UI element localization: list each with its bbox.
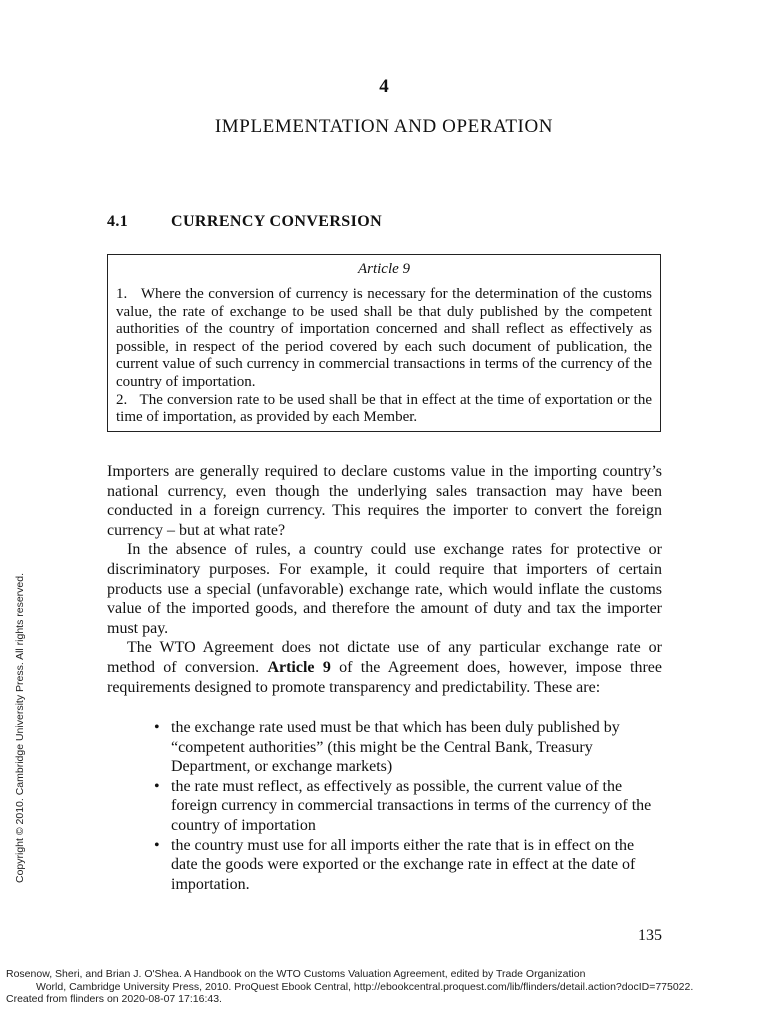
list-item-text: the rate must reflect, as effectively as possible, the current value of the foreign currency in commercial transactions in terms of the currency of the country of importation xyxy=(171,777,652,834)
citation-line-3: Created from flinders on 2020-08-07 17:16:43. xyxy=(6,993,222,1005)
requirements-list xyxy=(152,718,663,894)
section-title: CURRENCY CONVERSION xyxy=(171,213,383,230)
citation-footer xyxy=(6,968,766,1006)
body-paragraph-2: In the absence of rules, a country could use exchange rates for protective or discriminatory purposes. For example, it could require that importers of certain products use a special (unfavorable) exchange rate, which would inflate the customs value of the imported goods, and therefore the amount of duty and tax the importer must pay. xyxy=(107,541,662,637)
article-box xyxy=(107,254,661,432)
body-paragraph-3-tail: of the Agreement does, however, impose three requirements designed to promote transparency and predictability. These are: xyxy=(107,658,662,696)
list-item-text: the country must use for all imports either the rate that is in effect on the date the goods were exported or the exchange rate in effect at the date of importation. xyxy=(171,836,636,893)
article-title: Article 9 xyxy=(357,261,411,277)
body-paragraph-3 xyxy=(107,638,662,697)
list-item xyxy=(152,836,663,895)
list-item-text: the exchange rate used must be that which has been duly published by “competent authorities” (this might be the Central Bank, Treasury Department, or exchange markets) xyxy=(171,719,620,776)
article-9-reference: Article 9 xyxy=(267,658,331,676)
section-number: 4.1 xyxy=(107,213,129,230)
section-heading xyxy=(107,213,382,231)
chapter-number: 4 xyxy=(379,76,389,97)
body-paragraph-1: Importers are generally required to declare customs value in the importing country’s national currency, even though the underlying sales transaction may have been conducted in a foreign currency. This requires the importer to convert the foreign currency – but at what rate? xyxy=(107,463,662,539)
list-item xyxy=(152,777,663,836)
bullet-icon: • xyxy=(154,836,160,854)
citation-line-1: Rosenow, Sheri, and Brian J. O'Shea. A Handbook on the WTO Customs Valuation Agreement, edited by Trade Organization xyxy=(6,968,586,980)
side-copyright: Copyright © 2010. Cambridge University Press. All rights reserved. xyxy=(14,572,26,883)
article-paragraph-2: 2. The conversion rate to be used shall be that in effect at the time of exportation or the time of importation, as provided by each Member. xyxy=(116,391,652,426)
list-item xyxy=(152,718,663,777)
bullet-icon: • xyxy=(154,719,160,736)
body-paragraph-3-lead: The WTO Agreement does not dictate use of any particular exchange rate or method of conversion. xyxy=(107,639,662,676)
body-text xyxy=(107,462,662,697)
article-paragraph-1: 1. Where the conversion of currency is necessary for the determination of the customs value, the rate of exchange to be used shall be that duly published by the competent authorities of the country of importation concerned and shall reflect as effectively as possible, in respect of the period covered by each such document of publication, the current value of such currency in commercial transactions in terms of the currency of the country of importation. xyxy=(116,286,652,390)
citation-line-2: World, Cambridge University Press, 2010. ProQuest Ebook Central, http://ebookcentral.proquest.com/lib/flinders/detail.action?docID=775022. xyxy=(36,980,694,993)
chapter-title: IMPLEMENTATION AND OPERATION xyxy=(214,116,554,137)
page-number: 135 xyxy=(638,927,662,944)
bullet-icon: • xyxy=(154,777,160,795)
